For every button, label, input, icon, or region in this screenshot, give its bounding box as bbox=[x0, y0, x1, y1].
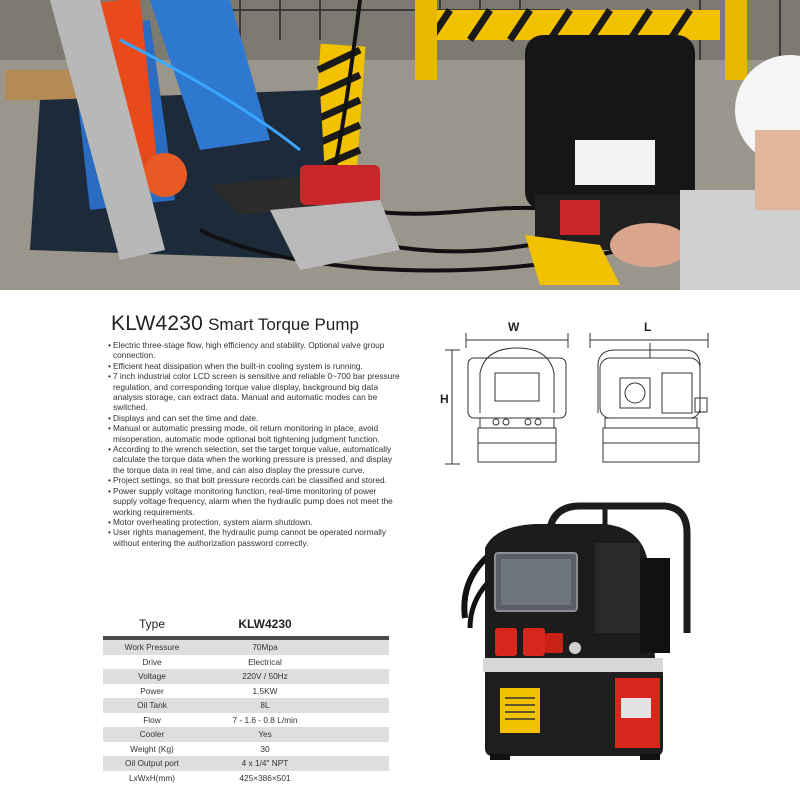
workshop-photo bbox=[0, 0, 800, 290]
table-row bbox=[103, 655, 389, 670]
spec-key: Flow bbox=[143, 714, 161, 725]
spec-value: 1.5KW bbox=[252, 685, 278, 696]
spec-key: Weight (Kg) bbox=[130, 743, 174, 754]
spec-value: 425×386×501 bbox=[239, 772, 291, 783]
spec-key: Oil Output port bbox=[125, 758, 179, 769]
spec-key: Drive bbox=[142, 656, 162, 667]
spec-value: Yes bbox=[258, 729, 272, 740]
list-item: • Motor overheating protection, system alarm shutdown. bbox=[108, 517, 400, 527]
list-item: • Electric three-stage flow, high efficiency and stability. Optional valve group connection. bbox=[108, 340, 400, 361]
list-item: • 7 inch industrial color LCD screen is sensitive and reliable 0~700 bar pressure regulation, and corresponding torque value display, background big data analysis storage, can extract data. Manual and automatic modes can be switched. bbox=[108, 371, 400, 413]
table-row bbox=[103, 640, 389, 655]
spec-value: 220V / 50Hz bbox=[242, 671, 288, 682]
spec-key: Power bbox=[140, 685, 164, 696]
spec-value: 70Mpa bbox=[252, 642, 278, 653]
spec-key: Cooler bbox=[139, 729, 165, 740]
spec-value: 30 bbox=[260, 743, 270, 754]
list-item: • Project settings, so that bolt pressure records can be classified and stored. bbox=[108, 475, 400, 485]
dimension-l-label: L bbox=[644, 320, 652, 334]
spec-key: Oil Tank bbox=[137, 700, 167, 711]
product-name: Smart Torque Pump bbox=[208, 315, 359, 334]
spec-header-key: Type bbox=[138, 617, 165, 631]
table-row bbox=[103, 713, 389, 728]
spec-value: 8L bbox=[260, 700, 270, 711]
spec-key: Voltage bbox=[138, 671, 166, 682]
table-row bbox=[103, 684, 389, 699]
list-item: • User rights management, the hydraulic pump cannot be operated normally without entering the authorization password correctly. bbox=[108, 527, 400, 548]
spec-table-header bbox=[103, 612, 389, 636]
table-row bbox=[103, 669, 389, 684]
list-item: • Power supply voltage monitoring function, real-time monitoring of power supply voltage frequency, alarm when the hydraulic pump does not meet the working requirements. bbox=[108, 486, 400, 517]
spec-table bbox=[103, 612, 389, 785]
table-row bbox=[103, 727, 389, 742]
product-model: KLW4230 bbox=[111, 312, 204, 335]
product-title bbox=[111, 312, 359, 336]
product-illustration bbox=[455, 498, 705, 760]
table-row bbox=[103, 756, 389, 771]
list-item: • Efficient heat dissipation when the built-in cooling system is running. bbox=[108, 361, 400, 371]
table-row bbox=[103, 698, 389, 713]
dimension-drawing-svg bbox=[440, 318, 730, 476]
table-row bbox=[103, 771, 389, 786]
feature-list bbox=[108, 340, 400, 548]
list-item: • According to the wrench selection, set the target torque value, automatically calculate the torque data when the working pressure is pressed, and display the torque data in real time, and can also display the pressure curve. bbox=[108, 444, 400, 475]
dimension-drawings bbox=[440, 318, 730, 476]
workshop-photo-illustration bbox=[0, 0, 800, 290]
spec-value: Electrical bbox=[248, 656, 282, 667]
list-item: • Manual or automatic pressing mode, oil return monitoring in place, avoid misoperation, automatic mode optional bolt tightening judgment function. bbox=[108, 423, 400, 444]
list-item: • Displays and can set the time and date. bbox=[108, 413, 400, 423]
product-photo bbox=[455, 498, 705, 760]
spec-header-value: KLW4230 bbox=[238, 617, 292, 631]
dimension-h-label: H bbox=[440, 392, 449, 406]
spec-table-body bbox=[103, 640, 389, 785]
table-row bbox=[103, 742, 389, 757]
spec-value: 7 - 1.6 - 0.8 L/min bbox=[232, 714, 298, 725]
spec-key: Work Pressure bbox=[124, 642, 180, 653]
spec-key: LxWxH(mm) bbox=[128, 772, 176, 783]
dimension-w-label: W bbox=[508, 320, 520, 334]
spec-value: 4 x 1/4" NPT bbox=[241, 758, 289, 769]
